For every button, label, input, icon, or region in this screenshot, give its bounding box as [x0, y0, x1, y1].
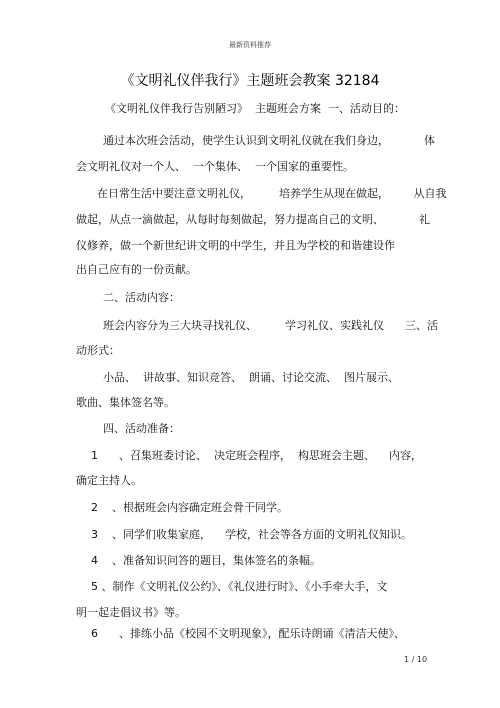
text-line: 4 、准备知识问答的题目，集体签名的条幅。: [91, 554, 321, 567]
text-line: 做起，从点一滴做起，从每时每刻做起，努力提高自己的文明、 礼: [76, 213, 430, 226]
text-line: 《文明礼仪伴我行告别陋习》 主题班会方案 一、活动目的：: [105, 102, 405, 115]
text-line: 5 、制作《文明礼仪公约》、《礼仪进行时》、《小手牵大手，文: [91, 580, 388, 593]
text-line: 确定主持人。: [76, 474, 142, 487]
text-line: 3 、同学们收集家庭， 学校，社会等各方面的文明礼仪知识。: [91, 528, 412, 541]
text-line: 仪修养，做一个新世纪讲文明的中学生，并且为学校的和谐建设作: [76, 239, 395, 252]
page-number: 1 / 10: [404, 655, 428, 664]
text-line: 明一起走倡议书》等。: [76, 606, 186, 619]
text-line: 二、活动内容：: [103, 291, 180, 304]
text-line: 动形式：: [76, 344, 120, 357]
text-line: 会文明礼仪对一个人、 一个集体、 一个国家的重要性。: [76, 160, 354, 173]
text-line: 6 、排练小品《校园不文明现象》，配乐诗朗诵《清洁天使》、: [91, 627, 405, 640]
text-line: 出自己应有的一份贡献。: [76, 263, 197, 276]
text-line: 1 、召集班委讨论、 决定班会程序， 构思班会主题、 内容，: [91, 449, 422, 462]
text-line: 歌曲、集体签名等。: [76, 396, 175, 409]
text-line: 在日常生活中要注意文明礼仪， 培养学生从现在做起， 从自我: [97, 187, 447, 200]
text-line: 2 、根据班会内容确定班会骨干同学。: [91, 501, 288, 514]
text-line: 通过本次班会活动，使学生认识到文明礼仪就在我们身边， 体: [103, 134, 435, 147]
text-line: 班会内容分为三大块寻找礼仪、 学习礼仪、实践礼仪 三、活: [103, 319, 438, 332]
text-line: 小品、 讲故事、知识竞答、 朗诵、讨论交流、 图片展示、: [103, 371, 399, 384]
page-header: 最新资料推荐: [229, 41, 271, 49]
document-title: 《文明礼仪伴我行》主题班会教案 32184: [120, 73, 380, 89]
text-line: 四、活动准备：: [103, 422, 180, 435]
